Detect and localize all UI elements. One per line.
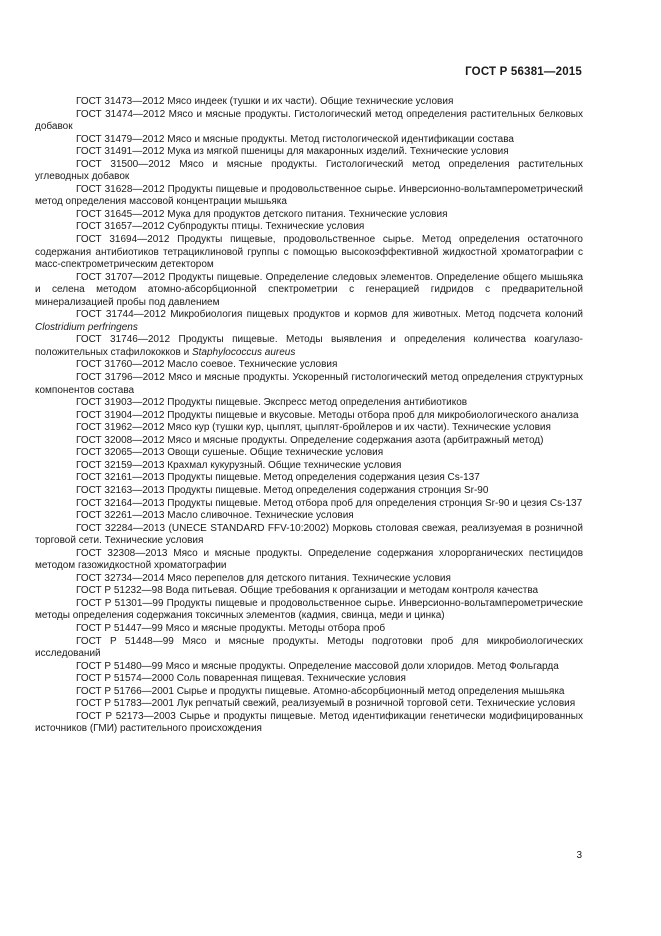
reference-title: Масло сливочное. Технические условия [167,510,354,522]
reference-title: (UNECE STANDARD FFV-10:2002) Морковь столовая свежая, реализуемая в розничной торговой сети. Технические условия [35,522,584,547]
reference-code: ГОСТ Р 51448—99 [76,635,174,647]
reference-entry [35,673,583,686]
reference-title: Субпродукты птицы. Технические условия [167,221,365,233]
reference-code: ГОСТ 31645—2012 [76,208,165,220]
reference-entry [35,698,583,711]
reference-code: ГОСТ 31491—2012 [76,146,165,158]
reference-entry [35,447,583,460]
reference-code: ГОСТ 31657—2012 [76,221,165,233]
reference-entry [35,184,583,209]
reference-entry [35,410,583,423]
document-header: ГОСТ Р 56381—2015 [465,66,582,78]
reference-code: ГОСТ Р 51301—99 [76,597,164,609]
reference-entry [35,573,583,586]
reference-title: Мясо и мясные продукты. Методы подготовки проб для микробиологических исследований [35,635,583,660]
reference-entry [35,146,583,159]
reference-code: ГОСТ 32163—2013 [76,484,165,496]
reference-entry [35,221,583,234]
reference-entry [35,209,583,222]
reference-title: Мясо индеек (тушки и их части). Общие технические условия [167,96,454,107]
reference-title: Сырье и продукты пищевые. Атомно-абсорбционный метод определения мышьяка [176,685,565,697]
reference-code: ГОСТ Р 51480—99 [76,660,163,672]
reference-title: Масло соевое. Технические условия [167,359,338,371]
reference-entry [35,498,583,511]
reference-title: Продукты пищевые и вкусовые. Методы отбора проб для микробиологического анализа [167,409,579,421]
reference-title: Мясо и мясные продукты. Ускоренный гистологический метод определения структурных компонентов состава [35,372,584,396]
reference-code: ГОСТ 31903—2012 [76,397,165,409]
reference-title: Мясо и мясные продукты. Методы отбора проб [165,622,386,634]
reference-code: ГОСТ 31904—2012 [76,409,165,421]
reference-title: Овощи сушеные. Общие технические условия [167,447,384,459]
reference-code: ГОСТ 32261—2013 [76,510,165,522]
reference-entry [35,359,583,372]
reference-entry [35,636,583,661]
reference-code: ГОСТ 31628—2012 [76,183,165,195]
reference-code: ГОСТ 31473—2012 [76,96,165,107]
reference-code: ГОСТ Р 51447—99 [76,622,163,634]
reference-entry [35,598,583,623]
reference-entry [35,397,583,410]
reference-entry [35,96,583,109]
reference-title: Продукты пищевые, продовольственное сырье. Метод определения остаточного содержания антибиотиков тетрациклиновой группы с помощью высокоэффективной жидкостной хроматографии с масс-спектрометрическим детектором [35,234,583,271]
reference-code: ГОСТ 32308—2013 [76,547,168,559]
reference-code: ГОСТ 32159—2013 [76,459,165,471]
reference-entry [35,585,583,598]
reference-code: ГОСТ 31474—2012 [76,108,166,120]
reference-entry [35,485,583,498]
reference-title: Мясо и мясные продукты. Гистологический метод определения растительных белковых добавок [35,108,583,133]
reference-title: Продукты пищевые. Методы выявления и определения количества коагулазоположительных стафилококков и [35,334,583,358]
reference-code: ГОСТ 32008—2012 [76,434,165,446]
reference-entry [35,661,583,674]
reference-title: Продукты пищевые. Метод определения содержания цезия Cs-137 [167,472,480,484]
reference-title: Продукты пищевые. Метод отбора проб для определения стронция Sr-90 и цезия Cs-137 [167,497,583,509]
reference-title: Вода питьевая. Общие требования к организации и методам контроля качества [165,585,539,597]
reference-title: Мясо и мясные продукты. Определение массовой доли хлоридов. Метод Фольгарда [165,660,559,672]
reference-title: Микробиология пищевых продуктов и кормов для животных. Метод подсчета колоний [170,309,583,321]
reference-entry [35,510,583,523]
reference-code: ГОСТ 31694—2012 [76,234,170,246]
reference-code: ГОСТ 31500—2012 [76,158,171,170]
reference-title: Мясо и мясные продукты. Метод гистологической идентификации состава [167,133,514,145]
reference-title: Мясо кур (тушки кур, цыплят, цыплят-бройлеров и их части). Технические условия [167,422,551,434]
reference-title: Продукты пищевые. Экспресс метод определения антибиотиков [167,397,468,409]
reference-title: Соль поваренная пищевая. Технические условия [176,673,406,685]
reference-code: ГОСТ 32284—2013 [76,522,166,534]
reference-entry [35,686,583,699]
reference-entry [35,460,583,473]
reference-entry [35,422,583,435]
reference-entry [35,623,583,636]
reference-code: ГОСТ 32734—2014 [76,572,165,584]
page-number: 3 [576,850,582,861]
reference-code: ГОСТ Р 51574—2000 [76,673,174,685]
reference-italic-term: Clostridium perfringens [35,321,138,333]
reference-code: ГОСТ 32065—2013 [76,447,165,459]
reference-entry [35,472,583,485]
reference-code: ГОСТ 31796—2012 [76,372,165,384]
reference-title: Мясо и мясные продукты. Определение содержания азота (арбитражный метод) [167,434,544,446]
reference-code: ГОСТ 32161—2013 [76,472,165,484]
reference-code: ГОСТ Р 52173—2003 [76,710,176,722]
reference-code: ГОСТ Р 51232—98 [76,585,163,597]
reference-title: Мясо перепелов для детского питания. Технические условия [167,572,451,584]
reference-entry [35,134,583,147]
reference-title: Мука для продуктов детского питания. Технические условия [167,208,448,220]
reference-code: ГОСТ 32164—2013 [76,497,165,509]
reference-code: ГОСТ Р 51766—2001 [76,685,174,697]
reference-entry [35,711,583,736]
reference-entry [35,159,583,184]
reference-title: Мука из мягкой пшеницы для макаронных изделий. Технические условия [167,146,509,158]
reference-title: Продукты пищевые. Определение следовых элементов. Определение общего мышьяка и селена методом атомно-абсорбционной спектрометрии с генерацией гидридов с предварительной минерализацией пробы под давлением [35,271,584,308]
reference-title: Крахмал кукурузный. Общие технические условия [167,459,402,471]
reference-entry [35,523,583,548]
reference-code: ГОСТ 31746—2012 [76,334,171,346]
reference-entry [35,272,583,310]
reference-title: Продукты пищевые и продовольственное сырье. Инверсионно-вольтамперометрический метод определения массовой концентрации мышьяка [35,183,584,208]
reference-code: ГОСТ 31744—2012 [76,309,166,321]
reference-title: Продукты пищевые и продовольственное сырье. Инверсионно-вольтамперометрические методы определения содержания токсичных элементов (кадмия, свинца, меди и цинка) [35,597,584,622]
reference-title: Мясо и мясные продукты. Гистологический метод определения растительных углеводных добавок [35,158,583,183]
reference-entry [35,548,583,573]
reference-entry [35,309,583,334]
reference-code: ГОСТ 31760—2012 [76,359,165,371]
reference-entry [35,435,583,448]
normative-references-list [35,96,583,736]
reference-italic-term: Staphylococcus aureus [191,346,296,358]
reference-title: Продукты пищевые. Метод определения содержания стронция Sr-90 [167,484,489,496]
reference-code: ГОСТ 31707—2012 [76,271,166,283]
reference-title: Мясо и мясные продукты. Определение содержания хлорорганических пестицидов методом газожидкостной хроматографии [35,547,584,572]
reference-code: ГОСТ Р 51783—2001 [76,698,174,710]
reference-title: Лук репчатый свежий, реализуемый в розничной торговой сети. Технические условия [176,698,576,710]
reference-entry [35,372,583,397]
reference-entry [35,234,583,272]
reference-entry [35,109,583,134]
reference-title: Сырье и продукты пищевые. Метод идентификации генетически модифицированных источников (ГМИ) растительного происхождения [35,710,583,735]
reference-entry [35,334,583,359]
reference-code: ГОСТ 31962—2012 [76,422,165,434]
reference-code: ГОСТ 31479—2012 [76,133,165,145]
